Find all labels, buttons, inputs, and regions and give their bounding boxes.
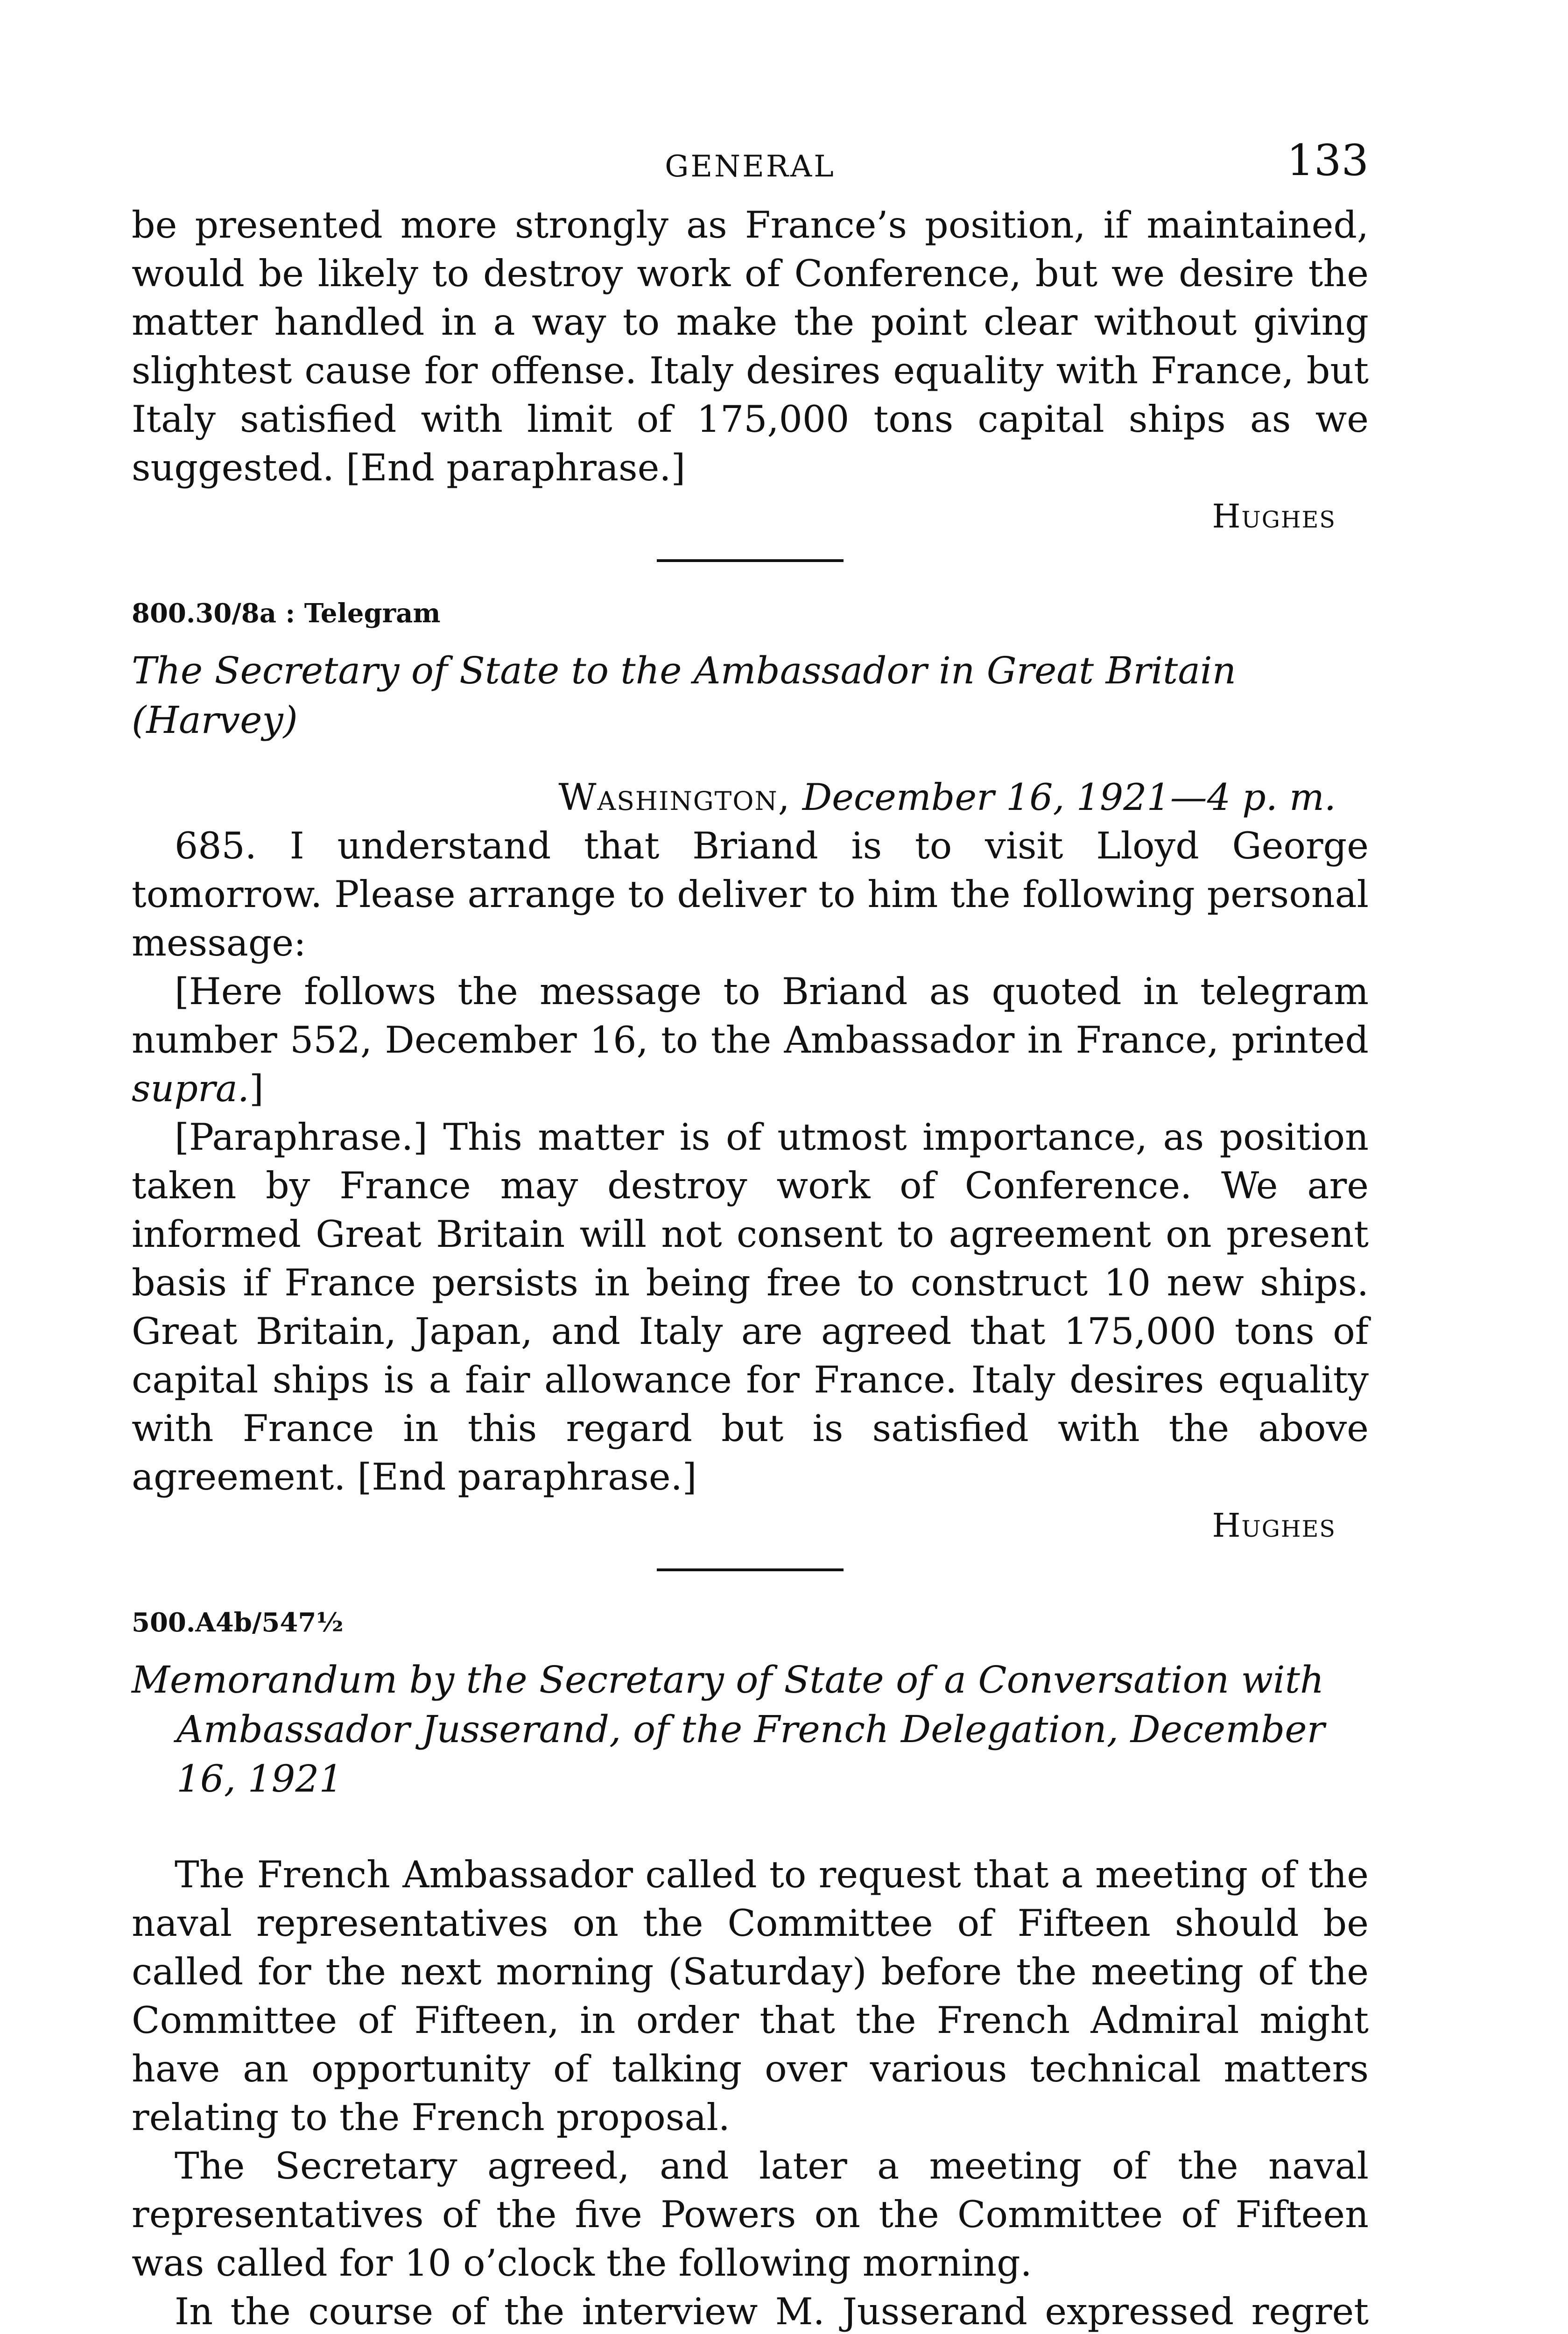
signature-hughes-1: Hughes [1212, 497, 1336, 535]
document-title: The Secretary of State to the Ambassador in Great Britain (Harvey) [132, 649, 1237, 742]
running-title: GENERAL [665, 149, 836, 184]
page-number: 133 [1287, 135, 1369, 185]
document-title: Memorandum by the Secretary of State of a Conversation with Ambassador Jusserand, of the French Delegation, December 16, 1921 [132, 1658, 1325, 1800]
section-divider [657, 559, 844, 562]
section-divider [657, 1568, 844, 1571]
paragraph-text: [Here follows the message to Briand as quoted in telegram number 552, December 16, to the Ambassador in France, printed [132, 970, 1369, 1062]
paragraph: The Secretary agreed, and later a meeting of the naval representatives of the five Powers on the Committee of Fifteen was called for 10 o’clock the following morning. [132, 2144, 1369, 2285]
paragraph: The French Ambassador called to request that a meeting of the naval representatives on the Committee of Fifteen should be called for the next morning (Saturday) before the meeting of the Committee of Fifteen, in order that the French Admiral might have an opportunity of talking over various technical matters relating to the French proposal. [132, 1853, 1369, 2139]
paragraph: 685. I understand that Briand is to visit Lloyd George tomorrow. Please arrange to deliver to him the following personal message: [132, 824, 1369, 964]
paragraph [132, 967, 1369, 1113]
file-reference: 500.A4b/547½ [132, 1607, 344, 1638]
paragraph-italic-text: supra. [132, 1067, 249, 1110]
paragraph-text: ] [249, 1067, 264, 1110]
file-reference: 800.30/8a : Telegram [132, 598, 441, 629]
document-page [132, 131, 1369, 2334]
continued-paragraph: be presented more strongly as France’s position, if maintained, would be likely to destroy work of Conference, but we desire the matter handled in a way to make the point clear without giving slightest cause for offense. Italy desires equality with France, but Italy satisfied with limit of 175,000 tons capital ships as we suggested. [End paraphrase.] [132, 204, 1369, 489]
paragraph: [Paraphrase.] This matter is of utmost importance, as position taken by France may destroy work of Conference. We are informed Great Britain will not consent to agreement on present basis if France persists in being free to construct 10 new ships. Great Britain, Japan, and Italy are agreed that 175,000 tons of capital ships is a fair allowance for France. Italy desires equality with France in this regard but is satisfied with the above agreement. [End paraphrase.] [132, 1116, 1369, 1498]
dateline-date: December 16, 1921—4 p. m. [802, 776, 1336, 819]
paragraph: In the course of the interview M. Jusserand expressed regret [175, 2290, 1369, 2333]
dateline [132, 773, 1369, 822]
signature-hughes-2: Hughes [1212, 1506, 1336, 1545]
running-head [132, 131, 1369, 201]
dateline-place: Washington, [558, 776, 791, 819]
